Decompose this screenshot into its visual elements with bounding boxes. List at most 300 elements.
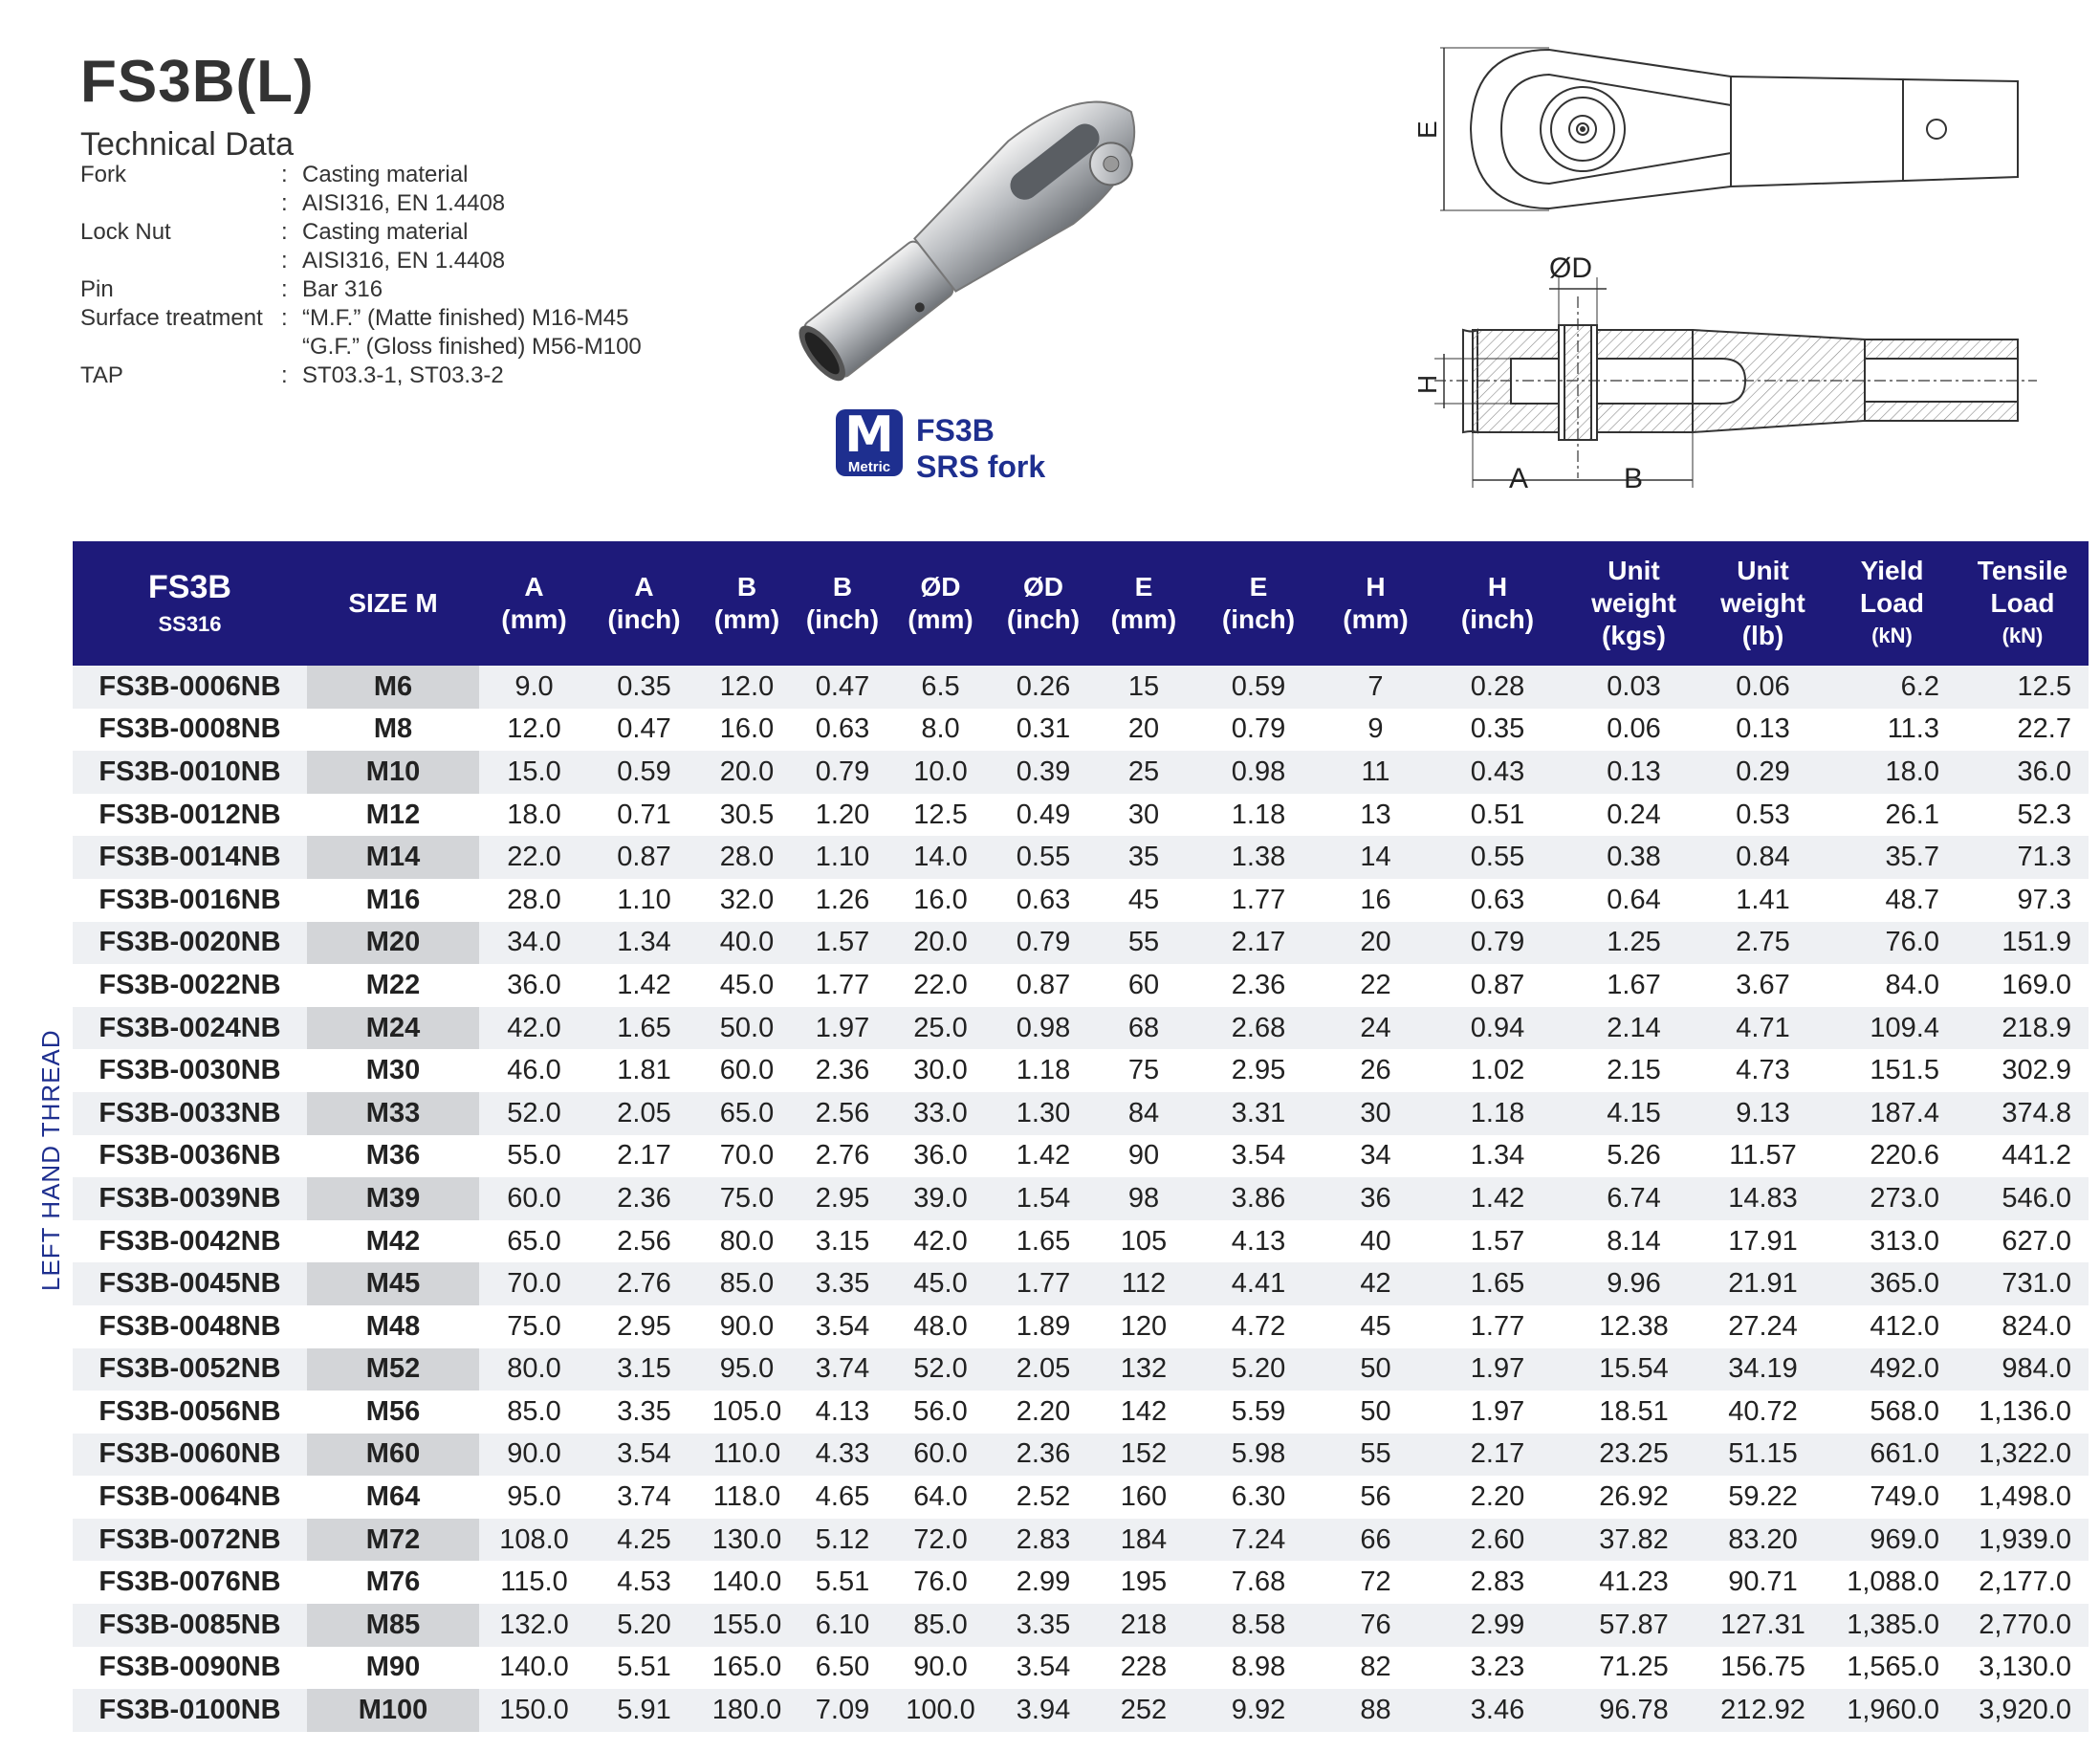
header-unit: (mm) bbox=[1110, 604, 1177, 634]
value-cell: 37.82 bbox=[1569, 1519, 1698, 1562]
header-model-sub: SS316 bbox=[158, 612, 222, 636]
table-row bbox=[73, 794, 2089, 837]
value-cell: 0.63 bbox=[991, 879, 1096, 922]
size-cell: M76 bbox=[307, 1561, 479, 1604]
value-cell: 5.20 bbox=[1192, 1348, 1325, 1391]
value-cell: 40 bbox=[1325, 1220, 1426, 1263]
value-cell: 5.12 bbox=[795, 1519, 890, 1562]
value-cell: 48.0 bbox=[890, 1305, 991, 1348]
value-cell: 20 bbox=[1325, 922, 1426, 965]
header-label: ØD bbox=[1023, 572, 1063, 602]
table-header-row bbox=[73, 541, 2089, 666]
part-number-cell: FS3B-0016NB bbox=[73, 879, 307, 922]
spec-label: Lock Nut bbox=[80, 219, 171, 245]
value-cell: 22.7 bbox=[1957, 709, 2089, 752]
table-row bbox=[73, 1348, 2089, 1391]
value-cell: 27.24 bbox=[1698, 1305, 1827, 1348]
value-cell: 4.65 bbox=[795, 1476, 890, 1519]
value-cell: 365.0 bbox=[1827, 1262, 1957, 1305]
value-cell: 5.91 bbox=[589, 1689, 699, 1732]
value-cell: 302.9 bbox=[1957, 1049, 2089, 1092]
spec-value-gf: “G.F.” (Gloss finished) M56-M100 bbox=[302, 334, 642, 360]
value-cell: 72.0 bbox=[890, 1519, 991, 1562]
value-cell: 0.94 bbox=[1426, 1007, 1569, 1050]
value-cell: 16.0 bbox=[890, 879, 991, 922]
value-cell: 82 bbox=[1325, 1647, 1426, 1690]
header-weight-kgs bbox=[1569, 541, 1698, 666]
table-row bbox=[73, 1647, 2089, 1690]
value-cell: 95.0 bbox=[479, 1476, 589, 1519]
value-cell: 45.0 bbox=[890, 1262, 991, 1305]
value-cell: 4.25 bbox=[589, 1519, 699, 1562]
value-cell: 7.24 bbox=[1192, 1519, 1325, 1562]
table-row bbox=[73, 1391, 2089, 1434]
header-label-2: weight bbox=[1591, 588, 1676, 618]
part-number-cell: FS3B-0085NB bbox=[73, 1604, 307, 1647]
value-cell: 59.22 bbox=[1698, 1476, 1827, 1519]
value-cell: 313.0 bbox=[1827, 1220, 1957, 1263]
value-cell: 2.36 bbox=[991, 1434, 1096, 1477]
size-cell: M24 bbox=[307, 1007, 479, 1050]
value-cell: 0.79 bbox=[1192, 709, 1325, 752]
value-cell: 0.13 bbox=[1569, 751, 1698, 794]
value-cell: 83.20 bbox=[1698, 1519, 1827, 1562]
size-cell: M8 bbox=[307, 709, 479, 752]
value-cell: 64.0 bbox=[890, 1476, 991, 1519]
value-cell: 26 bbox=[1325, 1049, 1426, 1092]
value-cell: 60 bbox=[1096, 964, 1192, 1007]
table-body bbox=[73, 666, 2089, 1732]
value-cell: 0.47 bbox=[795, 666, 890, 709]
section-view bbox=[1434, 277, 2037, 488]
value-cell: 3.94 bbox=[991, 1689, 1096, 1732]
value-cell: 3.54 bbox=[1192, 1135, 1325, 1178]
value-cell: 0.59 bbox=[1192, 666, 1325, 709]
part-number-cell: FS3B-0012NB bbox=[73, 794, 307, 837]
value-cell: 42.0 bbox=[479, 1007, 589, 1050]
value-cell: 412.0 bbox=[1827, 1305, 1957, 1348]
value-cell: 70.0 bbox=[699, 1135, 795, 1178]
value-cell: 5.51 bbox=[589, 1647, 699, 1690]
value-cell: 6.10 bbox=[795, 1604, 890, 1647]
table-row bbox=[73, 1604, 2089, 1647]
part-number-cell: FS3B-0022NB bbox=[73, 964, 307, 1007]
value-cell: 0.06 bbox=[1569, 709, 1698, 752]
value-cell: 109.4 bbox=[1827, 1007, 1957, 1050]
value-cell: 140.0 bbox=[699, 1561, 795, 1604]
part-number-cell: FS3B-0072NB bbox=[73, 1519, 307, 1562]
value-cell: 15.54 bbox=[1569, 1348, 1698, 1391]
spec-value-mf: “M.F.” (Matte finished) M16-M45 bbox=[302, 305, 629, 331]
value-cell: 6.30 bbox=[1192, 1476, 1325, 1519]
value-cell: 4.41 bbox=[1192, 1262, 1325, 1305]
value-cell: 1.18 bbox=[991, 1049, 1096, 1092]
value-cell: 3.23 bbox=[1426, 1647, 1569, 1690]
value-cell: 2.17 bbox=[1426, 1434, 1569, 1477]
value-cell: 2.76 bbox=[589, 1262, 699, 1305]
header-e-mm bbox=[1096, 541, 1192, 666]
value-cell: 0.98 bbox=[1192, 751, 1325, 794]
value-cell: 3.35 bbox=[991, 1604, 1096, 1647]
spec-row-lock-nut-2 bbox=[80, 247, 642, 275]
header-b-inch bbox=[795, 541, 890, 666]
spec-row-surface-2 bbox=[80, 333, 642, 361]
table-row bbox=[73, 1007, 2089, 1050]
value-cell: 568.0 bbox=[1827, 1391, 1957, 1434]
value-cell: 0.49 bbox=[991, 794, 1096, 837]
value-cell: 2.75 bbox=[1698, 922, 1827, 965]
value-cell: 0.59 bbox=[589, 751, 699, 794]
spec-list bbox=[80, 161, 642, 390]
value-cell: 0.98 bbox=[991, 1007, 1096, 1050]
value-cell: 4.33 bbox=[795, 1434, 890, 1477]
header-a-inch bbox=[589, 541, 699, 666]
value-cell: 2,770.0 bbox=[1957, 1604, 2089, 1647]
value-cell: 165.0 bbox=[699, 1647, 795, 1690]
value-cell: 1.25 bbox=[1569, 922, 1698, 965]
value-cell: 55 bbox=[1325, 1434, 1426, 1477]
header-label: Unit bbox=[1737, 556, 1789, 585]
part-number-cell: FS3B-0048NB bbox=[73, 1305, 307, 1348]
table-row bbox=[73, 1434, 2089, 1477]
value-cell: 12.5 bbox=[1957, 666, 2089, 709]
value-cell: 1.65 bbox=[1426, 1262, 1569, 1305]
value-cell: 3.74 bbox=[589, 1476, 699, 1519]
value-cell: 2,177.0 bbox=[1957, 1561, 2089, 1604]
value-cell: 441.2 bbox=[1957, 1135, 2089, 1178]
header-unit: (kN) bbox=[1871, 624, 1913, 647]
part-number-cell: FS3B-0010NB bbox=[73, 751, 307, 794]
value-cell: 14.83 bbox=[1698, 1177, 1827, 1220]
spec-row-surface bbox=[80, 304, 642, 333]
header-label: Tensile bbox=[1977, 556, 2068, 585]
value-cell: 36 bbox=[1325, 1177, 1426, 1220]
value-cell: 127.31 bbox=[1698, 1604, 1827, 1647]
spec-label-empty bbox=[80, 333, 281, 361]
table-row bbox=[73, 964, 2089, 1007]
value-cell: 24 bbox=[1325, 1007, 1426, 1050]
value-cell: 4.71 bbox=[1698, 1007, 1827, 1050]
value-cell: 4.13 bbox=[1192, 1220, 1325, 1263]
value-cell: 71.25 bbox=[1569, 1647, 1698, 1690]
value-cell: 18.0 bbox=[479, 794, 589, 837]
header-label: Yield bbox=[1860, 556, 1924, 585]
value-cell: 140.0 bbox=[479, 1647, 589, 1690]
size-cell: M90 bbox=[307, 1647, 479, 1690]
value-cell: 6.2 bbox=[1827, 666, 1957, 709]
value-cell: 1.77 bbox=[795, 964, 890, 1007]
value-cell: 22.0 bbox=[890, 964, 991, 1007]
value-cell: 0.79 bbox=[1426, 922, 1569, 965]
spec-colon: : bbox=[281, 248, 288, 274]
header-unit: (inch) bbox=[1460, 604, 1535, 634]
size-cell: M85 bbox=[307, 1604, 479, 1647]
value-cell: 0.28 bbox=[1426, 666, 1569, 709]
value-cell: 151.5 bbox=[1827, 1049, 1957, 1092]
part-number-cell: FS3B-0020NB bbox=[73, 922, 307, 965]
part-number-cell: FS3B-0024NB bbox=[73, 1007, 307, 1050]
spec-label: TAP bbox=[80, 362, 123, 388]
value-cell: 4.53 bbox=[589, 1561, 699, 1604]
value-cell: 9.13 bbox=[1698, 1092, 1827, 1135]
value-cell: 25 bbox=[1096, 751, 1192, 794]
value-cell: 492.0 bbox=[1827, 1348, 1957, 1391]
header-size bbox=[307, 541, 479, 666]
value-cell: 85.0 bbox=[699, 1262, 795, 1305]
value-cell: 48.7 bbox=[1827, 879, 1957, 922]
part-number-cell: FS3B-0052NB bbox=[73, 1348, 307, 1391]
value-cell: 661.0 bbox=[1827, 1434, 1957, 1477]
value-cell: 25.0 bbox=[890, 1007, 991, 1050]
size-cell: M10 bbox=[307, 751, 479, 794]
value-cell: 90.0 bbox=[890, 1647, 991, 1690]
value-cell: 0.63 bbox=[795, 709, 890, 752]
value-cell: 4.13 bbox=[795, 1391, 890, 1434]
header-weight-lb bbox=[1698, 541, 1827, 666]
spec-label-empty bbox=[80, 247, 281, 275]
header-d-mm bbox=[890, 541, 991, 666]
value-cell: 120 bbox=[1096, 1305, 1192, 1348]
value-cell: 55 bbox=[1096, 922, 1192, 965]
value-cell: 30 bbox=[1096, 794, 1192, 837]
value-cell: 0.31 bbox=[991, 709, 1096, 752]
spec-label: Pin bbox=[80, 276, 114, 302]
value-cell: 3.86 bbox=[1192, 1177, 1325, 1220]
spec-value: AISI316, EN 1.4408 bbox=[302, 248, 506, 274]
spec-colon: : bbox=[281, 305, 288, 331]
value-cell: 45 bbox=[1325, 1305, 1426, 1348]
table-row bbox=[73, 1092, 2089, 1135]
value-cell: 3.54 bbox=[991, 1647, 1096, 1690]
page-title: FS3B(L) bbox=[80, 49, 315, 115]
value-cell: 0.38 bbox=[1569, 836, 1698, 879]
header-unit: (kgs) bbox=[1602, 621, 1666, 650]
value-cell: 52.0 bbox=[890, 1348, 991, 1391]
table-row bbox=[73, 751, 2089, 794]
value-cell: 5.26 bbox=[1569, 1135, 1698, 1178]
value-cell: 108.0 bbox=[479, 1519, 589, 1562]
spec-row-tap bbox=[80, 361, 642, 390]
value-cell: 40.72 bbox=[1698, 1391, 1827, 1434]
spec-row-fork-2 bbox=[80, 189, 642, 218]
value-cell: 749.0 bbox=[1827, 1476, 1957, 1519]
header-unit: (inch) bbox=[1006, 604, 1081, 634]
value-cell: 20.0 bbox=[699, 751, 795, 794]
table-row bbox=[73, 836, 2089, 879]
value-cell: 1.65 bbox=[589, 1007, 699, 1050]
value-cell: 52.3 bbox=[1957, 794, 2089, 837]
size-cell: M56 bbox=[307, 1391, 479, 1434]
value-cell: 56.0 bbox=[890, 1391, 991, 1434]
value-cell: 2.56 bbox=[589, 1220, 699, 1263]
size-cell: M6 bbox=[307, 666, 479, 709]
size-cell: M45 bbox=[307, 1262, 479, 1305]
value-cell: 6.5 bbox=[890, 666, 991, 709]
header-label: H bbox=[1366, 572, 1386, 602]
technical-drawing bbox=[1406, 38, 2056, 497]
header-d-inch bbox=[991, 541, 1096, 666]
spec-colon: : bbox=[281, 362, 288, 388]
value-cell: 4.15 bbox=[1569, 1092, 1698, 1135]
table-row bbox=[73, 1561, 2089, 1604]
value-cell: 80.0 bbox=[699, 1220, 795, 1263]
value-cell: 1.67 bbox=[1569, 964, 1698, 1007]
header-b-mm bbox=[699, 541, 795, 666]
value-cell: 2.14 bbox=[1569, 1007, 1698, 1050]
left-hand-thread-label: LEFT HAND THREAD bbox=[36, 1029, 65, 1291]
value-cell: 55.0 bbox=[479, 1135, 589, 1178]
value-cell: 3.35 bbox=[795, 1262, 890, 1305]
value-cell: 2.15 bbox=[1569, 1049, 1698, 1092]
dim-label-d: ØD bbox=[1549, 252, 1592, 284]
value-cell: 969.0 bbox=[1827, 1519, 1957, 1562]
part-number-cell: FS3B-0033NB bbox=[73, 1092, 307, 1135]
size-cell: M52 bbox=[307, 1348, 479, 1391]
value-cell: 40.0 bbox=[699, 922, 795, 965]
value-cell: 6.50 bbox=[795, 1647, 890, 1690]
header-unit: (mm) bbox=[908, 604, 973, 634]
value-cell: 984.0 bbox=[1957, 1348, 2089, 1391]
value-cell: 8.58 bbox=[1192, 1604, 1325, 1647]
value-cell: 76.0 bbox=[890, 1561, 991, 1604]
value-cell: 60.0 bbox=[699, 1049, 795, 1092]
header-yield-load bbox=[1827, 541, 1957, 666]
value-cell: 824.0 bbox=[1957, 1305, 2089, 1348]
size-cell: M60 bbox=[307, 1434, 479, 1477]
specification-table bbox=[73, 541, 2089, 1732]
value-cell: 2.20 bbox=[991, 1391, 1096, 1434]
value-cell: 1.42 bbox=[589, 964, 699, 1007]
value-cell: 1.89 bbox=[991, 1305, 1096, 1348]
spec-row-pin bbox=[80, 275, 642, 304]
value-cell: 11.57 bbox=[1698, 1135, 1827, 1178]
value-cell: 2.36 bbox=[589, 1177, 699, 1220]
size-cell: M12 bbox=[307, 794, 479, 837]
part-number-cell: FS3B-0042NB bbox=[73, 1220, 307, 1263]
spec-colon: : bbox=[281, 190, 288, 216]
header-label: ØD bbox=[920, 572, 961, 602]
value-cell: 180.0 bbox=[699, 1689, 795, 1732]
value-cell: 28.0 bbox=[699, 836, 795, 879]
fork-product-image bbox=[736, 48, 1234, 392]
value-cell: 0.39 bbox=[991, 751, 1096, 794]
header-unit: (inch) bbox=[805, 604, 880, 634]
value-cell: 0.51 bbox=[1426, 794, 1569, 837]
value-cell: 50 bbox=[1325, 1391, 1426, 1434]
value-cell: 115.0 bbox=[479, 1561, 589, 1604]
value-cell: 1,136.0 bbox=[1957, 1391, 2089, 1434]
value-cell: 0.87 bbox=[991, 964, 1096, 1007]
value-cell: 3.74 bbox=[795, 1348, 890, 1391]
part-number-cell: FS3B-0030NB bbox=[73, 1049, 307, 1092]
value-cell: 0.79 bbox=[795, 751, 890, 794]
header-h-mm bbox=[1325, 541, 1426, 666]
value-cell: 35.7 bbox=[1827, 836, 1957, 879]
value-cell: 0.84 bbox=[1698, 836, 1827, 879]
header-label: H bbox=[1487, 572, 1508, 602]
value-cell: 2.95 bbox=[589, 1305, 699, 1348]
value-cell: 1.77 bbox=[1426, 1305, 1569, 1348]
header-a-mm bbox=[479, 541, 589, 666]
table-row bbox=[73, 666, 2089, 709]
value-cell: 1,088.0 bbox=[1827, 1561, 1957, 1604]
spec-label-empty bbox=[80, 189, 281, 218]
header-label: A bbox=[634, 572, 654, 602]
size-cell: M48 bbox=[307, 1305, 479, 1348]
value-cell: 36.0 bbox=[1957, 751, 2089, 794]
metric-badge-text: Metric bbox=[847, 459, 891, 475]
size-cell: M20 bbox=[307, 922, 479, 965]
value-cell: 2.83 bbox=[991, 1519, 1096, 1562]
value-cell: 36.0 bbox=[479, 964, 589, 1007]
value-cell: 1.20 bbox=[795, 794, 890, 837]
value-cell: 1.57 bbox=[1426, 1220, 1569, 1263]
value-cell: 7 bbox=[1325, 666, 1426, 709]
size-cell: M39 bbox=[307, 1177, 479, 1220]
value-cell: 0.53 bbox=[1698, 794, 1827, 837]
value-cell: 60.0 bbox=[479, 1177, 589, 1220]
value-cell: 1.97 bbox=[1426, 1391, 1569, 1434]
value-cell: 195 bbox=[1096, 1561, 1192, 1604]
value-cell: 1,565.0 bbox=[1827, 1647, 1957, 1690]
value-cell: 3.67 bbox=[1698, 964, 1827, 1007]
value-cell: 151.9 bbox=[1957, 922, 2089, 965]
size-cell: M64 bbox=[307, 1476, 479, 1519]
value-cell: 2.36 bbox=[795, 1049, 890, 1092]
value-cell: 2.56 bbox=[795, 1092, 890, 1135]
value-cell: 2.68 bbox=[1192, 1007, 1325, 1050]
header-model-title: FS3B bbox=[148, 569, 231, 605]
part-number-cell: FS3B-0076NB bbox=[73, 1561, 307, 1604]
size-cell: M22 bbox=[307, 964, 479, 1007]
value-cell: 90.71 bbox=[1698, 1561, 1827, 1604]
value-cell: 273.0 bbox=[1827, 1177, 1957, 1220]
value-cell: 1.26 bbox=[795, 879, 890, 922]
header-e-inch bbox=[1192, 541, 1325, 666]
value-cell: 0.87 bbox=[1426, 964, 1569, 1007]
value-cell: 112 bbox=[1096, 1262, 1192, 1305]
value-cell: 7.68 bbox=[1192, 1561, 1325, 1604]
metric-badge-letter: M bbox=[844, 406, 894, 464]
value-cell: 57.87 bbox=[1569, 1604, 1698, 1647]
value-cell: 84.0 bbox=[1827, 964, 1957, 1007]
table-row bbox=[73, 1177, 2089, 1220]
value-cell: 2.60 bbox=[1426, 1519, 1569, 1562]
value-cell: 0.79 bbox=[991, 922, 1096, 965]
value-cell: 90.0 bbox=[699, 1305, 795, 1348]
value-cell: 26.1 bbox=[1827, 794, 1957, 837]
header-tensile-load bbox=[1957, 541, 2089, 666]
value-cell: 1.42 bbox=[991, 1135, 1096, 1178]
part-number-cell: FS3B-0006NB bbox=[73, 666, 307, 709]
value-cell: 2.76 bbox=[795, 1135, 890, 1178]
value-cell: 218 bbox=[1096, 1604, 1192, 1647]
value-cell: 15 bbox=[1096, 666, 1192, 709]
value-cell: 22.0 bbox=[479, 836, 589, 879]
value-cell: 731.0 bbox=[1957, 1262, 2089, 1305]
value-cell: 627.0 bbox=[1957, 1220, 2089, 1263]
value-cell: 9.96 bbox=[1569, 1262, 1698, 1305]
dim-label-b: B bbox=[1624, 463, 1644, 494]
value-cell: 11 bbox=[1325, 751, 1426, 794]
size-cell: M33 bbox=[307, 1092, 479, 1135]
value-cell: 97.3 bbox=[1957, 879, 2089, 922]
value-cell: 75.0 bbox=[479, 1305, 589, 1348]
header-label: E bbox=[1249, 572, 1268, 602]
value-cell: 130.0 bbox=[699, 1519, 795, 1562]
value-cell: 51.15 bbox=[1698, 1434, 1827, 1477]
value-cell: 2.83 bbox=[1426, 1561, 1569, 1604]
